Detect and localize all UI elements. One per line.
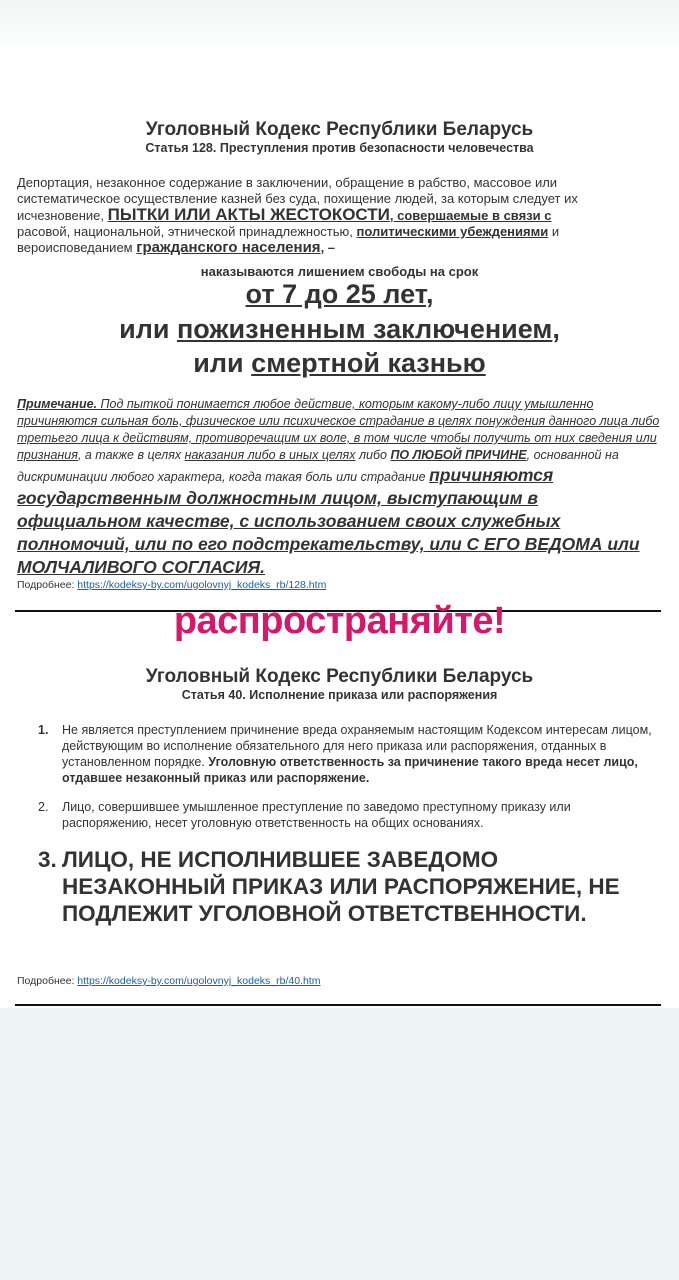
civilians-highlight: гражданского населения <box>136 239 321 256</box>
note-text-2: , а также в целях <box>77 448 185 462</box>
divider-2 <box>15 1004 661 1006</box>
note-text-3: наказания либо в иных целях <box>184 448 356 462</box>
item1-bold: Уголовную ответственность за причинение такого вреда несет лицо, отдавшее незаконный приказ или распоряжение. <box>62 755 638 785</box>
dash-text: , – <box>320 240 336 255</box>
item3-number: 3. <box>38 847 57 872</box>
item3-text: ЛИЦО, НЕ ИСПОЛНИВШЕЕ ЗАВЕДОМО НЕЗАКОННЫЙ ПРИКАЗ ИЛИ РАСПОРЯЖЕНИЕ, НЕ ПОДЛЕЖИТ УГОЛОВНОЙ ОТВЕТСТВЕННОСТИ. <box>62 847 620 926</box>
or-text-1: или <box>119 314 170 344</box>
top-fade <box>0 0 679 55</box>
doc2-source <box>17 975 320 987</box>
note-text-4: либо <box>355 448 387 462</box>
note-text-5: , основанной на дискриминации любого характера, когда такая боль или страдание <box>17 448 619 484</box>
empty-area <box>0 1008 679 1280</box>
doc1-title: Уголовный Кодекс Республики Беларусь <box>145 119 534 140</box>
item1-text: Не является преступлением причинение вреда охраняемым настоящим Кодексом интересам лицом, действующим во исполнение обязательного для него приказа или распоряжения, отданных в установленном порядке. <box>62 723 652 769</box>
item2-number: 2. <box>38 800 49 814</box>
note-block <box>17 396 665 579</box>
term-text: от 7 до 25 лет <box>245 279 426 309</box>
life-text: пожизненным заключением <box>176 314 553 344</box>
connected-text: , совершаемые в связи с <box>389 208 552 223</box>
source-label: Подробнее: <box>17 579 78 591</box>
doc1-article: Статья 128. Преступления против безопасности человечества <box>145 141 534 155</box>
source-link-128[interactable]: https://kodeksy-by.com/ugolovnyj_kodeks_rb/128.htm <box>77 579 327 591</box>
doc1-body <box>17 175 657 256</box>
body-text-1: Депортация, незаконное содержание в заключении, обращение в рабство, массовое или систематическое осуществление казней без суда, похищение людей, за которым следует их исчезновение, <box>17 175 578 223</box>
source-label: Подробнее: <box>17 975 78 987</box>
body-text-3: вероисповеданием <box>17 240 133 255</box>
penalty-death <box>0 348 679 379</box>
note-bold-text: причиняются государственным должностным лицом, выступающим в официальном качестве, с использованием своих служебных полномочий, или по его подстрекательству, или С ЕГО ВЕДОМА или МОЛЧАЛИВОГО СОГЛАСИЯ. <box>17 465 640 577</box>
item2-text: Лицо, совершившее умышленное преступление по заведомо преступному приказу или распоряжению, несет уголовную ответственность на общих основаниях. <box>62 800 571 830</box>
doc2-title: Уголовный Кодекс Республики Беларусь <box>145 666 534 687</box>
or-text-2: или <box>193 348 244 378</box>
death-text: смертной казнью <box>251 348 486 378</box>
item1-number: 1. <box>38 723 49 737</box>
political-highlight: политическими убеждениями <box>356 224 549 239</box>
note-text-1: Под пыткой понимается любое действие, которым какому-либо лицу умышленно причиняются сильная боль, физическое или психическое страдание в целях понуждения данного лица либо третьего лица к действиям, противоречащим их воле, в том числе чтобы получить от них сведения или признания <box>17 397 660 462</box>
doc1-source <box>17 579 326 591</box>
term-comma: , <box>425 279 434 309</box>
sentence-text: наказываются лишением свободы на срок <box>200 264 479 279</box>
and-text: и <box>548 224 560 239</box>
torture-highlight: ПЫТКИ ИЛИ АКТЫ ЖЕСТОКОСТИ <box>107 205 390 224</box>
list-item <box>38 846 658 927</box>
doc2-article: Статья 40. Исполнение приказа или распоряжения <box>181 688 498 702</box>
note-any-reason: ПО ЛЮБОЙ ПРИЧИНЕ <box>390 448 527 462</box>
penalty-life <box>0 314 679 345</box>
body-text-2: расовой, национальной, этнической принадлежностью, <box>17 224 353 239</box>
list-item <box>38 799 658 831</box>
source-link-40[interactable]: https://kodeksy-by.com/ugolovnyj_kodeks_rb/40.htm <box>77 975 321 987</box>
share-banner: распространяйте! <box>173 600 506 642</box>
note-label: Примечание. <box>17 397 97 411</box>
life-comma: , <box>552 314 560 344</box>
penalty-term <box>0 279 679 310</box>
list-item <box>38 722 658 786</box>
